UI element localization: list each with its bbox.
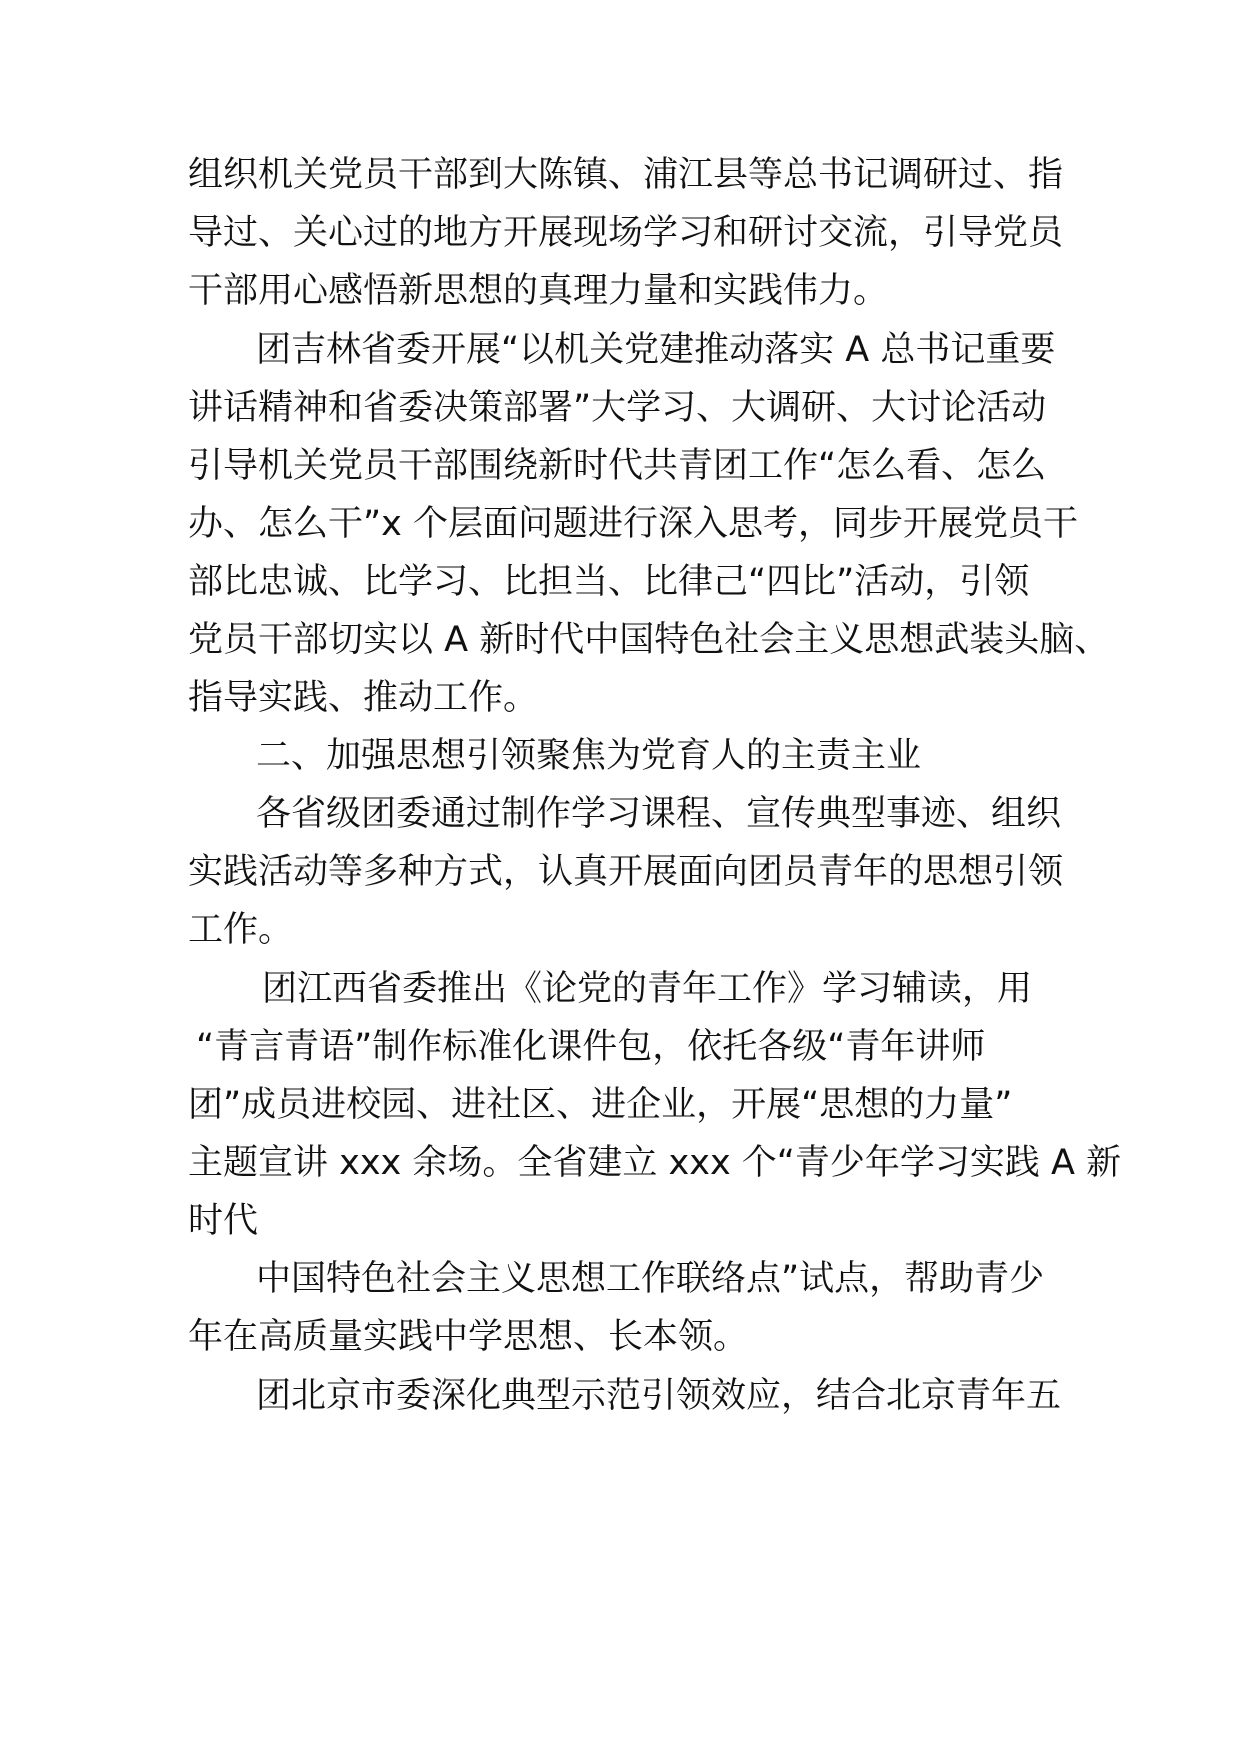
section-heading: 二、加强思想引领聚焦为党育人的主责主业 bbox=[256, 736, 922, 776]
text-line: 讲话精神和省委决策部署”大学习、大调研、大讨论活动 bbox=[188, 388, 1047, 428]
text-line: 团”成员进校园、进社区、进企业，开展“思想的力量” bbox=[188, 1085, 1013, 1125]
text-line: 组织机关党员干部到大陈镇、浦江县等总书记调研过、指 bbox=[188, 155, 1064, 195]
text-line: 工作。 bbox=[188, 910, 294, 950]
text-line: 引导机关党员干部围绕新时代共青团工作“怎么看、怎么 bbox=[188, 446, 1047, 486]
text-line: 党员干部切实以 A 新时代中国特色社会主义思想武装头脑、 bbox=[188, 620, 1110, 660]
text-line: 部比忠诚、比学习、比担当、比律己“四比”活动，引领 bbox=[188, 562, 1030, 602]
paragraph-start-line: 各省级团委通过制作学习课程、宣传典型事迹、组织 bbox=[256, 794, 1062, 834]
text-line: 时代 bbox=[188, 1201, 259, 1241]
text-line: 指导实践、推动工作。 bbox=[188, 678, 539, 718]
paragraph-start-line: 团江西省委推出《论党的青年工作》学习辅读，用 bbox=[262, 969, 1033, 1009]
paragraph-start-line: 中国特色社会主义思想工作联络点”试点，帮助青少 bbox=[256, 1259, 1045, 1299]
paragraph-start-line: 团北京市委深化典型示范引领效应，结合北京青年五 bbox=[256, 1376, 1062, 1416]
text-line: 导过、关心过的地方开展现场学习和研讨交流，引导党员 bbox=[188, 213, 1064, 253]
text-line: 年在高质量实践中学思想、长本领。 bbox=[188, 1317, 749, 1357]
text-line: “青言青语”制作标准化课件包，依托各级“青年讲师 bbox=[196, 1027, 986, 1067]
text-line: 实践活动等多种方式，认真开展面向团员青年的思想引领 bbox=[188, 852, 1064, 892]
text-line: 干部用心感悟新思想的真理力量和实践伟力。 bbox=[188, 271, 889, 311]
text-line: 主题宣讲 xxx 余场。全省建立 xxx 个“青少年学习实践 A 新 bbox=[188, 1143, 1122, 1183]
paragraph-start-line: 团吉林省委开展“以机关党建推动落实 A 总书记重要 bbox=[256, 330, 1056, 370]
text-line: 办、怎么干”x 个层面问题进行深入思考，同步开展党员干 bbox=[188, 504, 1078, 544]
